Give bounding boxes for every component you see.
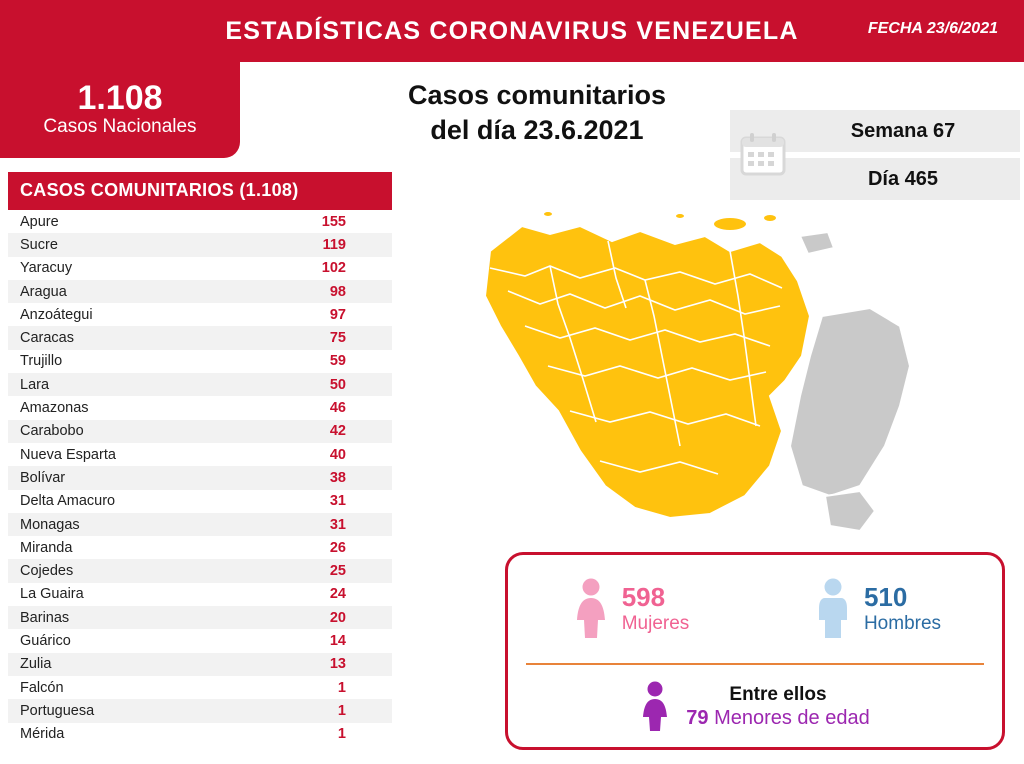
table-row-state: Amazonas [20, 400, 89, 417]
men-value: 510 [863, 582, 908, 613]
table-row-state: Barinas [20, 609, 70, 626]
table-row-cases: 40 [329, 446, 346, 463]
women-label: Mujeres [621, 613, 690, 635]
minors-title: Entre ellos [729, 683, 827, 705]
table-row-state: La Guaira [20, 586, 84, 603]
table-row [8, 536, 392, 559]
table-row-cases: 46 [329, 400, 346, 417]
table-row-state: Aragua [20, 283, 67, 300]
table-row-cases: 25 [329, 563, 346, 580]
women-stat [508, 578, 755, 640]
table-row-cases: 59 [329, 353, 346, 370]
calendar-icon [740, 132, 786, 176]
table-row-state: Falcón [20, 679, 64, 696]
table-row-state: Caracas [20, 330, 74, 347]
table-row [8, 466, 392, 489]
map-region-trinidad [800, 232, 834, 254]
badge-week: Semana 67 [730, 110, 1020, 152]
map-island-small-3 [543, 211, 553, 217]
table-row-state: Yaracuy [20, 260, 73, 277]
table-row [8, 350, 392, 373]
gender-breakdown-card [505, 552, 1005, 750]
badge-day: Día 465 [730, 158, 1020, 200]
table-row-state: Zulia [20, 656, 52, 673]
minors-stat [508, 665, 1002, 749]
main-title-line2: del día 23.6.2021 [430, 114, 644, 145]
national-cases-number: 1.108 [77, 78, 163, 117]
community-cases-table [8, 172, 392, 746]
badges-group [730, 110, 1020, 206]
map-island-margarita [713, 217, 747, 231]
national-cases-label: Casos Nacionales [43, 116, 197, 138]
table-row-cases: 14 [329, 632, 346, 649]
table-row-state: Anzoátegui [20, 306, 93, 323]
table-row-cases: 20 [329, 609, 346, 626]
table-row-cases: 31 [329, 493, 346, 510]
venezuela-map [430, 196, 1010, 546]
table-row-cases: 97 [329, 306, 346, 323]
men-text [864, 583, 941, 635]
table-row [8, 606, 392, 629]
table-row-state: Delta Amacuro [20, 493, 116, 510]
table-row-state: Apure [20, 213, 59, 230]
table-row [8, 420, 392, 443]
table-row [8, 373, 392, 396]
table-row-state: Guárico [20, 632, 71, 649]
map-island-small-1 [763, 214, 777, 222]
table-row-state: Nueva Esparta [20, 446, 116, 463]
table-row-state: Lara [20, 376, 50, 393]
table-row [8, 629, 392, 652]
table-row-cases: 98 [329, 283, 346, 300]
table-row [8, 699, 392, 722]
header-date: FECHA 23/6/2021 [867, 20, 998, 37]
table-row [8, 210, 392, 233]
child-icon [640, 681, 670, 733]
main-title-line1: Casos comunitarios [407, 80, 667, 110]
table-row-cases: 31 [329, 516, 346, 533]
table-row-cases: 1 [337, 679, 346, 696]
main-title [372, 78, 702, 147]
table-row-cases: 42 [329, 423, 346, 440]
table-row-cases: 1 [337, 726, 346, 743]
national-cases-box [0, 62, 240, 158]
table-row [8, 653, 392, 676]
gender-top-row [508, 555, 1002, 663]
table-row [8, 443, 392, 466]
table-row-cases: 50 [329, 376, 346, 393]
women-text [622, 583, 690, 635]
table-row-state: Portuguesa [20, 702, 95, 719]
table-row [8, 676, 392, 699]
table-row-cases: 102 [321, 260, 346, 277]
map-region-gray-delta [825, 491, 875, 531]
table-row-state: Trujillo [20, 353, 63, 370]
map-region-gray-essequibo [790, 308, 910, 496]
table-row [8, 513, 392, 536]
minors-value: 79 [686, 707, 709, 730]
minors-text [686, 684, 869, 731]
table-row-cases: 26 [329, 539, 346, 556]
table-row [8, 326, 392, 349]
table-row-cases: 24 [329, 586, 346, 603]
minors-line [686, 706, 869, 730]
table-body [8, 210, 392, 746]
table-row [8, 303, 392, 326]
table-row [8, 490, 392, 513]
table-row-cases: 1 [337, 702, 346, 719]
table-row-state: Cojedes [20, 563, 74, 580]
men-stat [755, 578, 1002, 640]
table-row-state: Carabobo [20, 423, 84, 440]
page-title: ESTADÍSTICAS CORONAVIRUS VENEZUELA [225, 16, 799, 45]
table-row-state: Sucre [20, 236, 58, 253]
table-row [8, 723, 392, 746]
table-row-state: Miranda [20, 539, 73, 556]
table-row [8, 396, 392, 419]
table-row-state: Bolívar [20, 469, 66, 486]
map-island-small-2 [675, 213, 685, 219]
table-row-cases: 155 [321, 213, 346, 230]
table-row [8, 583, 392, 606]
table-row [8, 559, 392, 582]
men-label: Hombres [863, 613, 942, 635]
table-row-cases: 38 [329, 469, 346, 486]
map-region-venezuela [485, 226, 810, 518]
women-value: 598 [621, 582, 666, 613]
venezuela-map-svg [430, 196, 1010, 546]
table-row-cases: 119 [322, 236, 346, 253]
woman-icon [574, 578, 608, 640]
man-icon [816, 578, 850, 640]
table-row [8, 233, 392, 256]
table-header: CASOS COMUNITARIOS (1.108) [8, 172, 392, 210]
table-row-state: Mérida [20, 726, 65, 743]
table-row-cases: 75 [329, 330, 346, 347]
table-row-cases: 13 [329, 656, 346, 673]
table-row-state: Monagas [20, 516, 80, 533]
table-row [8, 257, 392, 280]
minors-label: Menores de edad [714, 707, 870, 730]
table-row [8, 280, 392, 303]
